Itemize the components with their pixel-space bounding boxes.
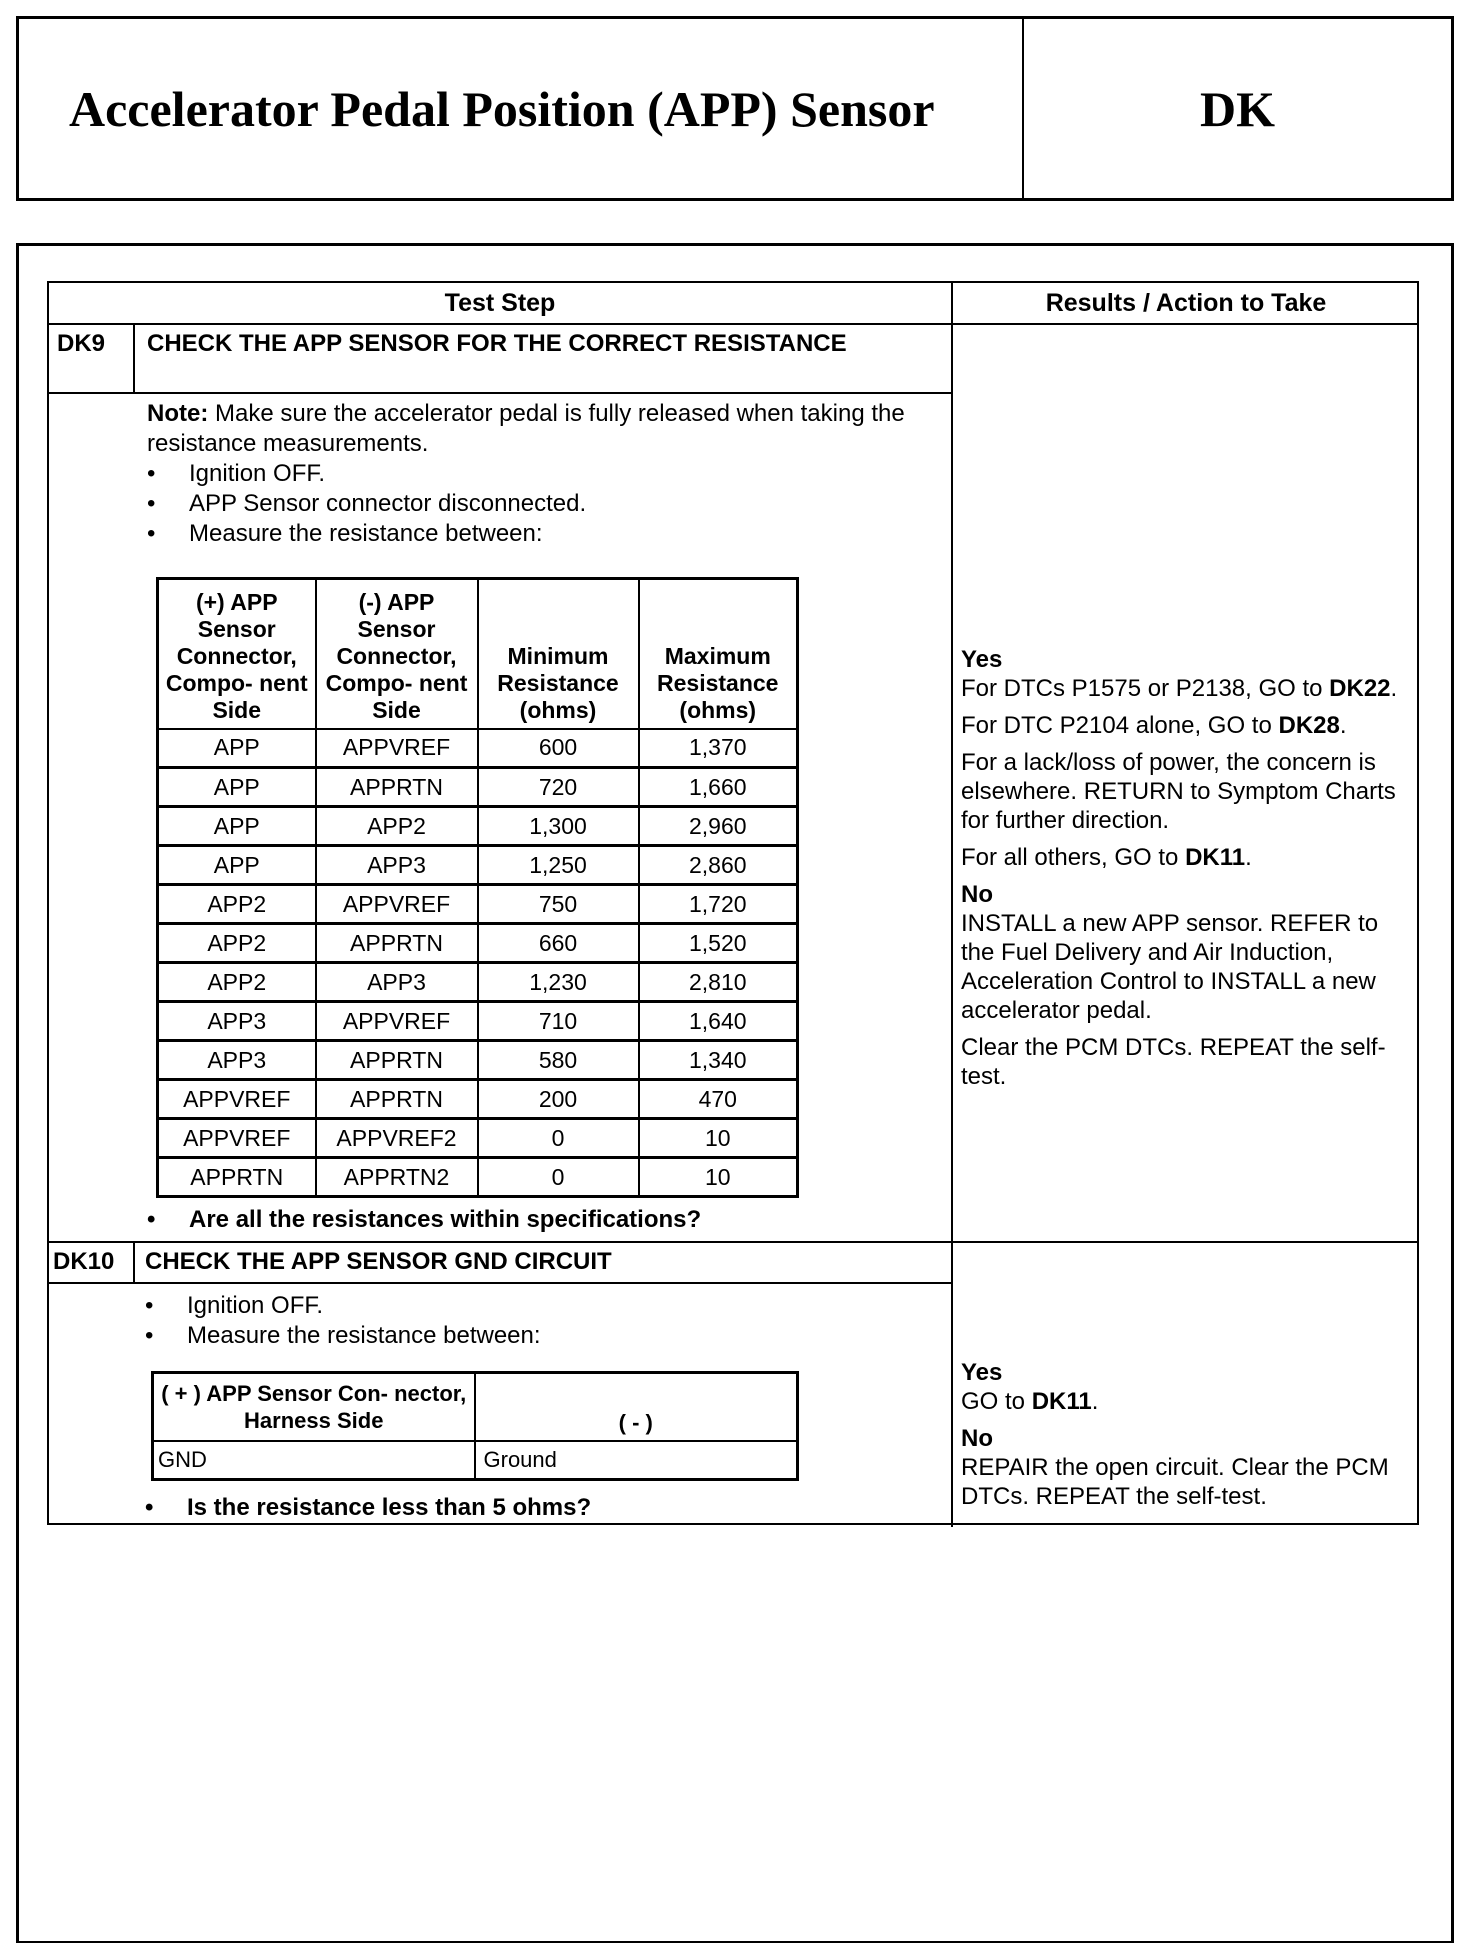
dk9-results [961, 645, 1413, 1099]
question-text: • Are all the resistances within specifications? [147, 1205, 701, 1235]
column-header: ( + ) APP Sensor Con- nector, Harness Side [153, 1373, 475, 1441]
list-item: • Measure the resistance between: [147, 519, 937, 549]
step-instructions [147, 459, 937, 549]
yes-label: Yes [961, 1359, 1003, 1386]
list-item: • Measure the resistance between: [145, 1321, 541, 1351]
result-text: INSTALL a new APP sensor. REFER to the Fuel Delivery and Air Induction, Acceleration Control to INSTALL a new accelerator pedal. [961, 910, 1379, 1024]
no-label: No [961, 1425, 993, 1452]
no-label: No [961, 881, 993, 908]
table-cell: APP3 [158, 1041, 316, 1080]
step-instructions [145, 1291, 541, 1351]
table-cell: APPVREF [316, 729, 478, 768]
table-cell: 200 [478, 1080, 639, 1119]
result-text: For DTC P2104 alone, GO to DK28. [961, 712, 1347, 739]
step-id: DK10 [53, 1248, 115, 1275]
list-item: • APP Sensor connector disconnected. [147, 489, 937, 519]
page-header [16, 16, 1454, 201]
step-link[interactable]: DK11 [1031, 1388, 1092, 1415]
table-cell: APP [158, 846, 316, 885]
table-cell: APPRTN [316, 768, 478, 807]
table-cell: APP2 [158, 924, 316, 963]
table-cell: 660 [478, 924, 639, 963]
table-cell: 580 [478, 1041, 639, 1080]
table-cell: APP [158, 729, 316, 768]
dk10-results [961, 1358, 1413, 1519]
column-divider [951, 283, 953, 1527]
column-header: (-) APP Sensor Connector, Compo- nent Side [316, 579, 478, 729]
table-cell: 0 [478, 1119, 639, 1158]
table-row [158, 729, 798, 768]
table-cell: 10 [639, 1158, 798, 1197]
result-text: For a lack/loss of power, the concern is elsewhere. RETURN to Symptom Charts for further direction. [961, 749, 1396, 834]
step-question [145, 1493, 591, 1523]
note-text: Make sure the accelerator pedal is fully released when taking the resistance measurements. [147, 400, 905, 457]
table-cell: 2,960 [639, 807, 798, 846]
table-row [158, 885, 798, 924]
table-cell: 2,860 [639, 846, 798, 885]
gnd-table [151, 1371, 799, 1481]
table-cell: APP2 [158, 885, 316, 924]
table-cell: 1,520 [639, 924, 798, 963]
table-cell: APPVREF [158, 1119, 316, 1158]
resistance-table [156, 577, 799, 1198]
table-cell: APPVREF [316, 885, 478, 924]
table-cell: 1,370 [639, 729, 798, 768]
table-cell: Ground [475, 1441, 798, 1480]
table-row [158, 1119, 798, 1158]
table-cell: 10 [639, 1119, 798, 1158]
header-test-step: Test Step [444, 289, 556, 317]
table-row [158, 807, 798, 846]
row-divider [49, 1282, 952, 1284]
section-code: DK [1200, 80, 1275, 137]
table-cell: 600 [478, 729, 639, 768]
table-cell: APP [158, 807, 316, 846]
table-cell: APP2 [316, 807, 478, 846]
table-row [158, 1080, 798, 1119]
table-cell: APPVREF [158, 1080, 316, 1119]
table-cell: 1,300 [478, 807, 639, 846]
row-divider [49, 1241, 1419, 1243]
table-row [158, 846, 798, 885]
table-cell: APPRTN [316, 1041, 478, 1080]
step-id: DK9 [57, 330, 106, 357]
question-text: • Is the resistance less than 5 ohms? [145, 1493, 591, 1523]
header-results: Results / Action to Take [1045, 289, 1327, 317]
table-cell: APP3 [316, 963, 478, 1002]
table-row [158, 1041, 798, 1080]
yes-label: Yes [961, 646, 1003, 673]
table-cell: 470 [639, 1080, 798, 1119]
table-cell: APPRTN2 [316, 1158, 478, 1197]
column-header: Maximum Resistance (ohms) [639, 579, 798, 729]
result-text: Clear the PCM DTCs. REPEAT the self-test. [961, 1034, 1386, 1090]
table-row [158, 1158, 798, 1197]
column-header: (+) APP Sensor Connector, Compo- nent Side [158, 579, 316, 729]
column-header: ( - ) [475, 1373, 798, 1441]
diagnostic-table [47, 281, 1419, 1525]
table-cell: 720 [478, 768, 639, 807]
result-text: GO to DK11. [961, 1388, 1099, 1415]
table-cell: APP [158, 768, 316, 807]
step-link[interactable]: DK22 [1329, 675, 1391, 702]
step-id-divider [133, 324, 135, 393]
table-cell: APPRTN [158, 1158, 316, 1197]
step-title: CHECK THE APP SENSOR FOR THE CORRECT RESISTANCE [147, 330, 847, 357]
table-cell: APP3 [316, 846, 478, 885]
step-note [147, 399, 937, 459]
table-cell: APP3 [158, 1002, 316, 1041]
list-item: • Ignition OFF. [147, 459, 937, 489]
table-row [158, 963, 798, 1002]
table-cell: APPVREF [316, 1002, 478, 1041]
table-cell: 750 [478, 885, 639, 924]
table-cell: APPVREF2 [316, 1119, 478, 1158]
table-cell: GND [153, 1441, 475, 1480]
table-cell: 710 [478, 1002, 639, 1041]
table-cell: APPRTN [316, 924, 478, 963]
step-link[interactable]: DK28 [1278, 712, 1340, 739]
table-cell: 2,810 [639, 963, 798, 1002]
column-header: Minimum Resistance (ohms) [478, 579, 639, 729]
step-question [147, 1205, 701, 1235]
step-link[interactable]: DK11 [1185, 844, 1246, 871]
table-cell: 1,250 [478, 846, 639, 885]
step-title: CHECK THE APP SENSOR GND CIRCUIT [145, 1248, 612, 1275]
table-cell: APPRTN [316, 1080, 478, 1119]
result-text: REPAIR the open circuit. Clear the PCM DTCs. REPEAT the self-test. [961, 1454, 1389, 1510]
table-row [158, 768, 798, 807]
note-label: Note: [147, 400, 209, 427]
page-title: Accelerator Pedal Position (APP) Sensor [69, 80, 935, 137]
row-divider [49, 392, 952, 394]
table-cell: 1,230 [478, 963, 639, 1002]
table-cell: 1,340 [639, 1041, 798, 1080]
result-text: For DTCs P1575 or P2138, GO to DK22. [961, 675, 1398, 702]
table-cell: 1,640 [639, 1002, 798, 1041]
table-cell: APP2 [158, 963, 316, 1002]
result-text: For all others, GO to DK11. [961, 844, 1252, 871]
table-cell: 1,660 [639, 768, 798, 807]
table-row [158, 1002, 798, 1041]
list-item: • Ignition OFF. [145, 1291, 541, 1321]
table-cell: 1,720 [639, 885, 798, 924]
table-row [158, 924, 798, 963]
step-id-divider [133, 1242, 135, 1283]
table-cell: 0 [478, 1158, 639, 1197]
